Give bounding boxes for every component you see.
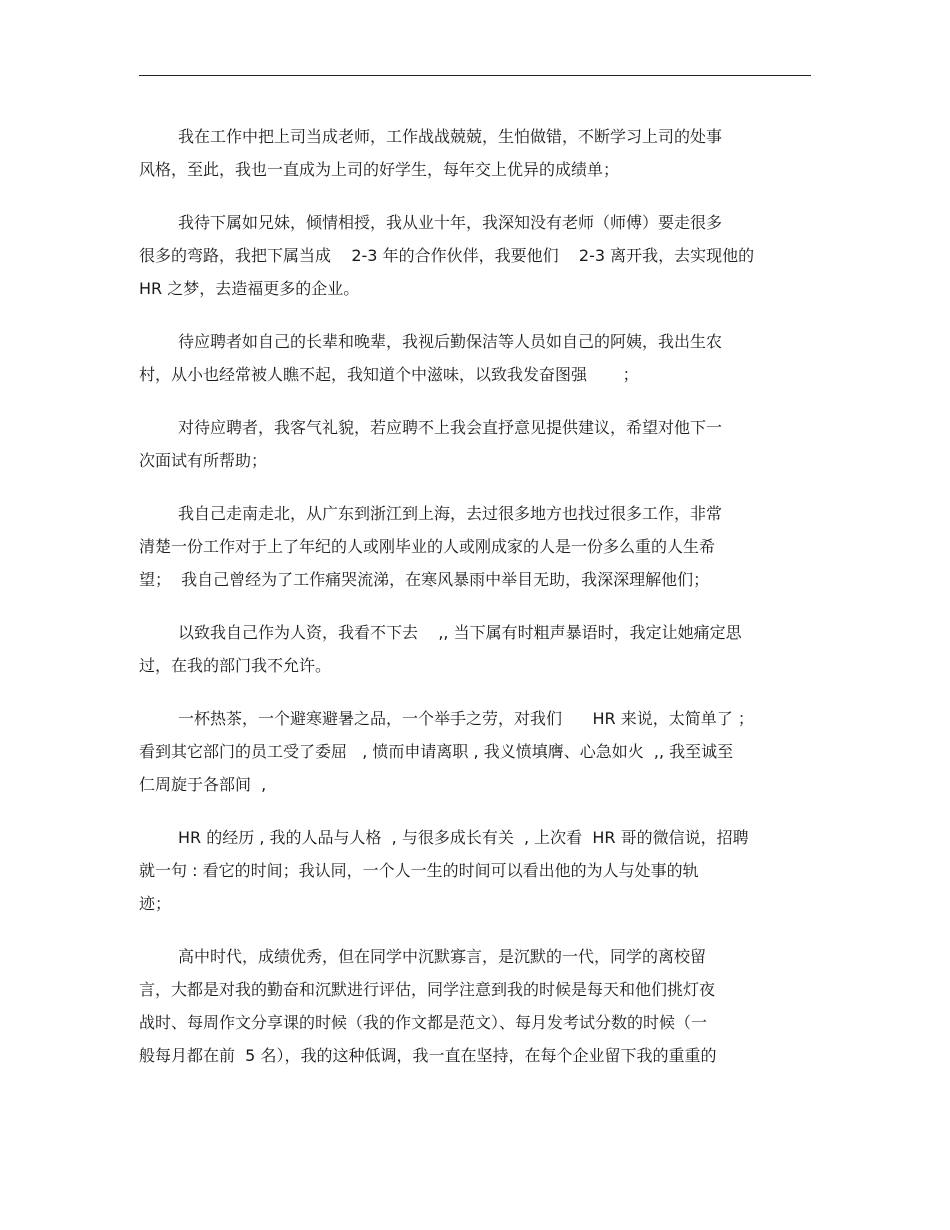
paragraph [139,821,811,920]
paragraph-line: 我待下属如兄妹，倾情相授，我从业十年，我深知没有老师（师傅）要走很多 [178,213,723,232]
paragraph-line: HR 之梦，去造福更多的企业。 [139,279,360,298]
paragraph-line: 望； 我自己曾经为了工作痛哭流涕，在寒风暴雨中举目无助，我深深理解他们； [139,570,710,589]
paragraph-line: 清楚一份工作对于上了年纪的人或刚毕业的人或刚成家的人是一份多么重的人生希 [139,537,716,556]
paragraph-line: HR 的经历 , 我的人品与人格 , 与很多成长有关 , 上次看 HR 哥的微信说，招聘 [178,828,749,847]
paragraph [139,702,811,801]
paragraph-line: 我在工作中把上司当成老师，工作战战兢兢，生怕做错，不断学习上司的处事 [178,127,723,146]
paragraph-line: 待应聘者如自己的长辈和晚辈，我视后勤保洁等人员如自己的阿姨，我出生农 [178,332,723,351]
paragraph [139,411,811,477]
header-rule [139,75,811,76]
paragraph-line: 言，大都是对我的勤奋和沉默进行评估，同学注意到我的时候是每天和他们挑灯夜 [139,980,716,999]
paragraph-line: 迹； [139,894,172,913]
paragraph-line: 很多的弯路，我把下属当成 2-3 年的合作伙伴，我要他们 2-3 离开我，去实现他的 [139,246,755,265]
paragraph-line: 次面试有所帮助； [139,451,268,470]
paragraph-line: 战时、每周作文分享课的时候（我的作文都是范文）、每月发考试分数的时候（一 [139,1013,708,1032]
paragraph [139,120,811,186]
paragraph-line: 村，从小也经常被人瞧不起，我知道个中滋味，以致我发奋图强 ； [139,365,639,384]
paragraph-line: 看到其它部门的员工受了委屈 , 愤而申请离职 , 我义愤填膺、心急如火 ,, 我至诚至 [139,742,734,761]
paragraph-line: 高中时代，成绩优秀，但在同学中沉默寡言，是沉默的一代，同学的离校留 [178,947,707,966]
paragraph [139,497,811,596]
paragraph-line: 一杯热茶，一个避寒避暑之品，一个举手之劳，对我们 HR 来说，太简单了 ； [178,709,754,728]
paragraph [139,206,811,305]
document-body [139,120,811,1092]
paragraph-line: 过，在我的部门我不允许。 [139,656,332,675]
paragraph-line: 对待应聘者，我客气礼貌，若应聘不上我会直抒意见提供建议，希望对他下一 [178,418,723,437]
paragraph-line: 就一句 : 看它的时间；我认同，一个人一生的时间可以看出他的为人与处事的轨 [139,861,699,880]
paragraph [139,616,811,682]
paragraph-line: 般每月都在前 5 名），我的这种低调，我一直在坚持，在每个企业留下我的重重的 [139,1046,717,1065]
paragraph-line: 风格，至此，我也一直成为上司的好学生，每年交上优异的成绩单； [139,160,620,179]
paragraph [139,940,811,1072]
paragraph-line: 以致我自己作为人资，我看不下去 ,, 当下属有时粗声暴语时，我定让她痛定思 [178,623,742,642]
paragraph-line: 我自己走南走北，从广东到浙江到上海，去过很多地方也找过很多工作，非常 [178,504,723,523]
paragraph-line: 仁周旋于各部间 , [139,775,267,794]
paragraph [139,325,811,391]
